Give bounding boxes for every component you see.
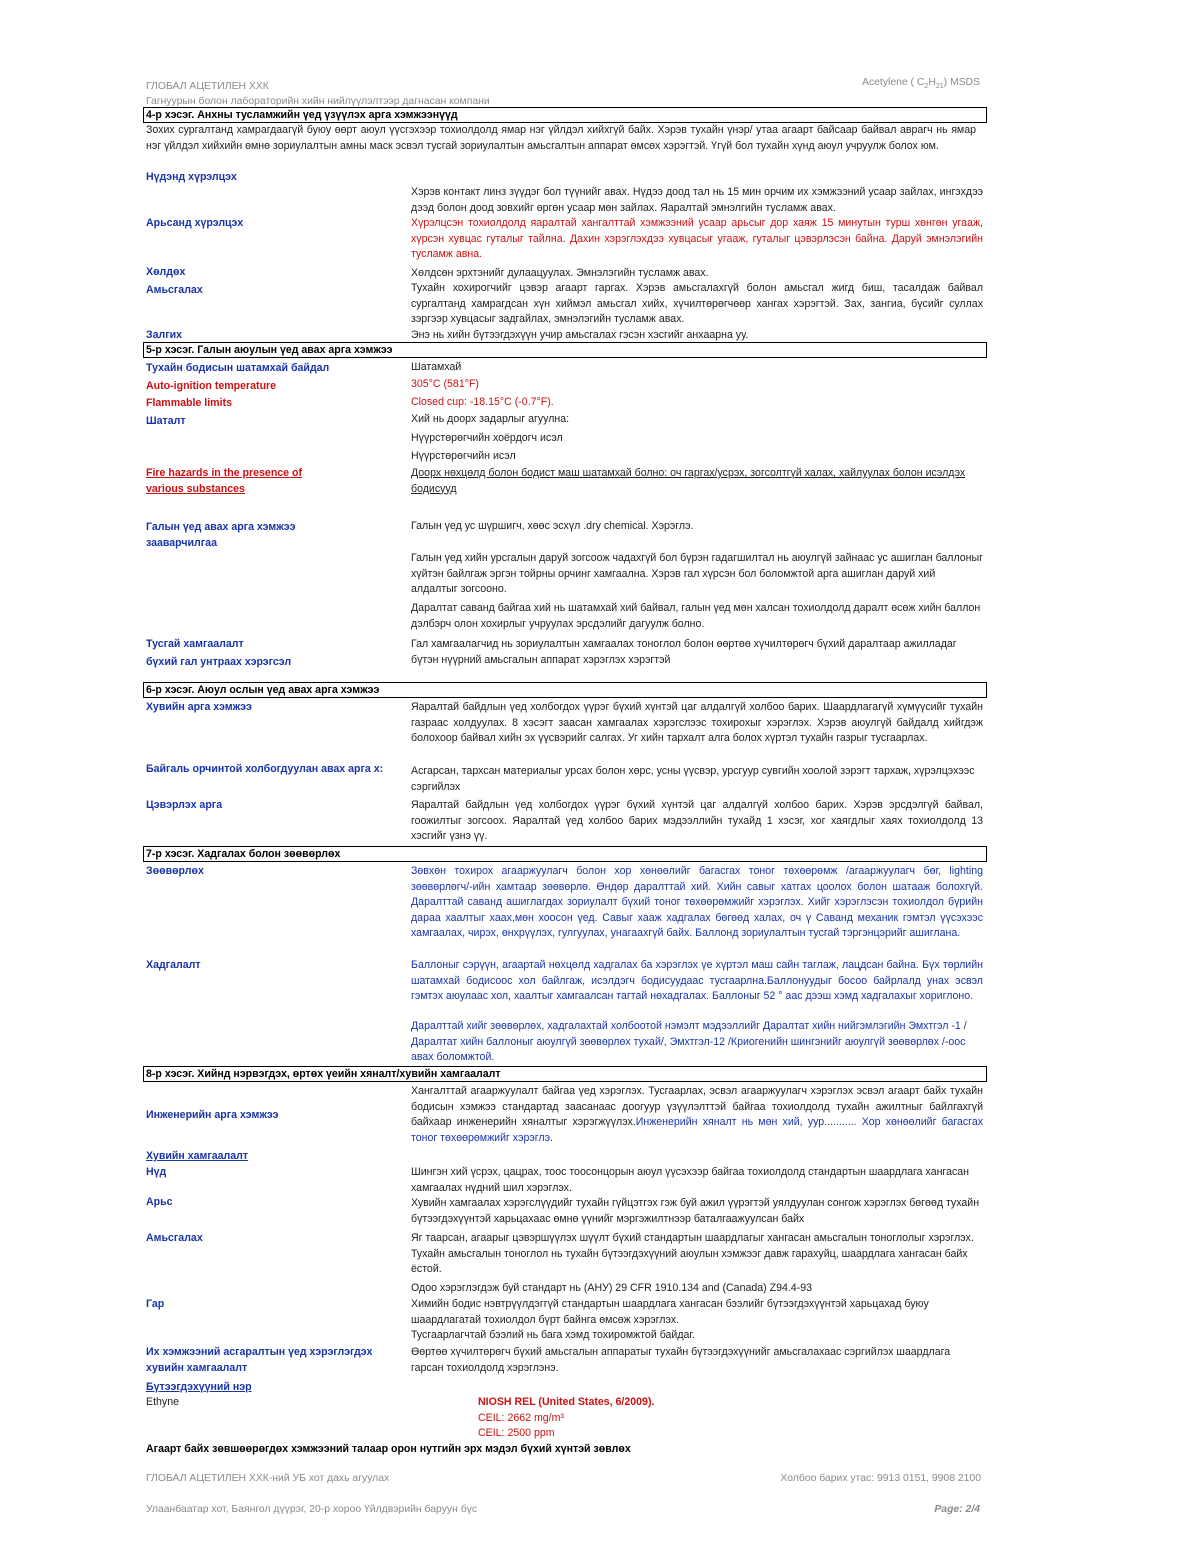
product-name: Ethyne [146,1396,179,1408]
frostbite-label: Хөлдөх [146,266,186,278]
section-4-title: 4-р хэсэг. Анхны тусламжийн үед үзүүлэх арга хэмжээнүүд [143,107,987,123]
company-name: ГЛОБАЛ АЦЕТИЛЕН ХХК [146,81,269,92]
respiratory-value-2: Одоо хэрэглэгдэж буй стандарт нь (АНУ) 29 CFR 1910.134 and (Canada) Z94.4-93 [411,1282,813,1294]
cleanup-label: Цэвэрлэх арга [146,799,223,811]
section-6-title: 6-р хэсэг. Аюул ослын үед авах арга хэмжээ [143,682,987,698]
engineering-value: Хангалттай агааржуулалт байгаа үед хэрэглэх. Тусгаарлах, эсвэл агааржуулагч хэрэглэх эсвэл агаарт байх тухайн бодисын хэмжээ стандартад заасанаас доогуур үзүүлэлттэй байгаа тохиолдолд тухайн ажилтныг байлгахгүй байхаар инженерийн хяналтыг хэрэгжүүлэх.Инженерийн хяналт нь мөн хий, уур........... Хор хөнөөлийг багасгах тоног төхөөрөмжийг хэрэглэ. [411,1085,984,1144]
inhalation-label: Амьсгалах [146,284,203,296]
spill-protection-label: Их хэмжээний асгаралтын үед хэрэглэгдэх хувийн хамгаалалт [146,1346,373,1374]
storage-value-2: Даралттай хийг зөөвөрлөх, хадгалахтай холбоотой нэмэлт мэдээллийг Даралтат хийн нийгэмлэгийн Эмхтгэл -1 /Даралтат хийн баллоныг аюулгүй зөөвөрлөх тухай/, Эмхтгэл-12 /Криогенийн шингэнийг аюулгүй зөөвөрлөх /-оос авах боломжтой. [411,1020,967,1063]
transport-value: Зөвхөн тохирох агааржуулагч болон хор хөнөөлийг багасгах тоног төхөөрөмж /агааржуулагч бөг, lighting зөөвөрлөгч/-ийн хамтаар зөөвөрлө. Өндөр даралттай хий. Хийн савыг хатгах цоолох болон шатааж болохгүй. Даралттай саванд ашиглагдах зориулалт бүхий тоног төхөөрөмжийг хэрэглэх. Хийг хэрэглэсэн тохиолдол бүрийн дараа хаалтыг хаах,мөн хоосон үед. Савыг хааж хадгалах бөгөөд халах, оч ү Саванд механик гэмтэл үүсэхээс хамгаалах, чирэх, өнхрүүлэх, гулгуулах, унагаахгүй байх. Баллонд зориулалтын тусгай тэргэнцэрийг ашиглана. [411,865,983,939]
flammable-limits-value: Closed cup: -18.15°C (-0.7°F). [411,396,554,408]
ceil-mg: CEIL: 2662 mg/m³ [478,1412,564,1424]
firefighting-value-2: Галын үед хийн урсгалын даруй зогсоож чадахгүй бол бүрэн гадагшилтал нь аюулгүй зайнаас ус ашиглан баллоныг хүйтэн байлгаж эргэн тойрны орчинг хамгаална. Хэрэв гал хүрсэн бол боломжтой арга ашиглан даруй хий алдалтыг зогсооно. [411,552,983,595]
ceil-ppm: CEIL: 2500 ppm [478,1427,555,1439]
transport-label: Зөөвөрлөх [146,865,204,877]
combustion-value-2: Нүүрстөрөгчийн хоёрдогч исэл [411,432,563,444]
cleanup-value: Яаралтай байдлын үед холбогдох үүрэг бүхий хүнтэй цаг алдалгүй холбоо барих. Хэрэв эрсдэлгүй байвал, гоожилтыг зогсоох. Яаралтай үед холбоо барих мэдээллийн тухайд 1 хэсэг, хог хаягдлыг хаях тохиолдолд 13 хэсгийг үзнэ үү. [411,799,983,842]
personal-measures-label: Хувийн арга хэмжээ [146,701,252,713]
exposure-advice: Агаарт байх зөвшөөрөгдөх хэмжээний талаар орон нутгийн эрх мэдэл бүхий хүнтэй зөвлөх [146,1443,631,1455]
section-8-title: 8-р хэсэг. Хийнд нэрвэгдэх, өртөх үеийн хяналт/хувийн хамгаалалт [143,1066,987,1082]
section-7-title: 7-р хэсэг. Хадгалах болон зөөвөрлөх [143,846,987,862]
ingestion-label: Залгих [146,329,183,341]
respiratory-label: Амьсгалах [146,1232,203,1244]
environmental-measures-label: Байгаль орчинтой холбогдуулан авах арга х: [146,763,384,775]
section-5-title: 5-р хэсэг. Галын аюулын үед авах арга хэмжээ [143,342,987,358]
combustion-value-3: Нүүрстөрөгчийн исэл [411,450,516,462]
fire-hazards-value: Доорх нөхцөлд болон бодист маш шатамхай болно: оч гаргах/усрэх, зогсолтгүй халах, хайлуулах болон исэлдэх бодисууд [411,467,966,495]
respiratory-value-1: Яг таарсан, агаарыг цэвэршүүлэх шүүлт бүхий стандартын шаардлагыг хангасан амьсгалын тоноглолыг хэрэглэх. Тухайн амьсгалын тоноглол нь тухайн бүтээгдэхүүний аюулын хэмжээг давж гарахуйц, шаардлага хангасан байх ёстой. [411,1232,974,1275]
eye-protection-value: Шингэн хий үсрэх, цацрах, тоос тоосонцорын аюул үүсэхээр байгаа тохиолдолд стандартын шаардлага хангасан хамгаалах нүдний шил хэрэглэх. [411,1166,969,1194]
ingestion-text: Энэ нь хийн бүтээгдэхүүн учир амьсгалах гэсэн хэсгийг анхаарна уу. [411,329,749,341]
product-name-label: Бүтээгдэхүүний нэр [146,1381,252,1393]
inhalation-text: Тухайн хохирогчийг цэвэр агаарт гаргах. Хэрэв амьсгалахгүй болон амьсгал жигд биш, тасалдаж байвал сургалтанд хамрагдсан хүн хиймэл амьсгал хийх, хүчилтөрөгчөөр хангах хэрэгтэй. Зах, зангиа, бүсийг суллах зэргээр хувцасыг задгайлах, эмнэлэгийн тусламж авах. [411,282,983,325]
skin-protection-label: Арьс [146,1196,173,1208]
special-protection-label: Тусгай хамгаалалт бүхий гал унтраах хэрэгсэл [146,638,292,668]
frostbite-text: Хөлдсөн эрхтэнийг дулаацуулах. Эмнэлэгийн тусламж авах. [411,267,709,279]
firefighting-value-1: Галын үед ус шүршигч, хөөс эсхүл .dry chemical. Хэрэглэ. [411,520,694,532]
hand-protection-label: Гар [146,1298,165,1310]
hand-protection-value: Химийн бодис нэвтрүүлдэггүй стандартын шаардлага хангасан бээлийг бүтээгдэхүүнтэй харьцахад буюу шаардлагатай тохиолдол бүрт байнга өмсөж хэрэглэх. [411,1298,929,1326]
flammability-value: Шатамхай [411,361,462,373]
flammable-limits-label: Flammable limits [146,397,232,409]
eye-contact-text: Хэрэв контакт линз зүүдэг бол түүнийг авах. Нүдээ доод тал нь 15 мин орчим их хэмжээний усаар зайлах, ингэхдээ дээд болон доод зовхийг өргөн усаар мөн зайлах. Яаралтай эмнэлгийн тусламж авах. [411,186,983,214]
combustion-label: Шаталт [146,415,186,427]
page-number: Page: 2/4 [934,1504,980,1515]
eye-contact-label: Нүдэнд хүрэлцэх [146,171,237,183]
glove-note: Тусгаарлагчтай бээлий нь бага хэмд тохиромжтой байдаг. [411,1329,695,1341]
auto-ignition-label: Auto-ignition temperature [146,380,277,392]
flammability-label: Тухайн бодисын шатамхай байдал [146,362,330,374]
storage-value-1: Баллоныг сэрүүн, агаартай нөхцөлд хадгалах ба хэрэглэх үе хүртэл маш сайн таглаж, лацдсан байна. Бүх төрлийн шатамхай бодисоос хол байлгаж, исэлдэгч бодисуудаас тусгаарлна.Баллонуудыг босоо байрлалд унах эсвэл гэмтэх аюулаас хол, хаалтыг хамгаалсан тагтай нөхадгалах. Баллоныг 52 ° аас дээш хэмд хадгалахыг хориглоно. [411,959,983,1002]
doc-title: Acetylene ( $C_2H_{21}$) MSDS [862,77,980,91]
engineering-label: Инженерийн арга хэмжээ [146,1109,279,1121]
company-subtitle: Гагнуурын болон лабораторийн хийн нийлүүлэлтээр дагнасан компани [146,96,490,107]
niosh-title: NIOSH REL (United States, 6/2009). [478,1396,655,1408]
spill-protection-value: Өөртөө хүчилтөрөгч бүхий амьсгалын аппаратыг тухайн бүтээгдэхүүнийг амьсгалахаас сэргийлэх шаардлага гарсан тохиолдолд хэрэглэнэ. [411,1346,951,1374]
eye-protection-label: Нүд [146,1166,167,1178]
firefighting-label: Галын үед авах арга хэмжээ зааварчилгаа [146,521,296,549]
special-protection-value: Гал хамгаалагчид нь зориулалтын хамгаалах тоноглол болон өөртөө хүчилтөрөгч бүхий даралтаар ажилладаг бүтэн нүүрний амьсгалын аппарат хэрэглэх хэрэгтэй [411,638,957,666]
fire-hazards-label: Fire hazards in the presence of various substances [146,467,303,495]
ppe-label: Хувийн хамгаалалт [146,1150,249,1162]
footer-warehouse: ГЛОБАЛ АЦЕТИЛЕН ХХК-ний УБ хот дахь агуулах [146,1473,390,1484]
environmental-measures-value: Асгарсан, тархсан материалыг урсах болон хөрс, усны үүсвэр, урсгуур сувгийн хоолой зэрэгт тархаж, хүрэлцэхээс сэргийлэх [411,765,975,793]
footer-phone: Холбоо барих утас: 9913 0151, 9908 2100 [780,1473,981,1484]
firefighting-value-3: Даралтат саванд байгаа хий нь шатамхай хий байвал, галын үед мөн халсан тохиолдолд даралт өсөж хийн баллон дэлбэрч олон хохирлыг учруулах эрсдэлийг дагуулж болно. [411,602,981,630]
combustion-value-1: Хий нь доорх задарлыг агуулна: [411,413,570,425]
personal-measures-value: Яаралтай байдлын үед холбогдох үүрэг бүхий хүнтэй цаг алдалгүй холбоо барих. Шаардлагагүй хүмүүсийг тухайн газраас холдуулах. 8 хэсэгт заасан хамгаалах хэрэгслээс тохирохыг хэрэглэх. Хэрэв аюулгүй байдалд хийгдэж болохоор байвал хийн эх үүсвэрийг салгах. Уг хийн тархалт алга болох хүртэл тухайн газрыг тусгаарлах. [411,701,983,744]
footer-address: Улаанбаатар хот, Баянгол дүүрэг, 20-р хороо Үйлдвэрийн баруун бүс [146,1504,478,1515]
skin-contact-text: Хүрэлцсэн тохиолдолд яаралтай хангалттай хэмжээний усаар арьсыг дор хаяж 15 минутын турш хөнгөн угааж, хүрсэн хувцас гуталыг тайлна. Дахин хэрэглэхдээ хувцасыг угааж, гуталыг цэвэрлэсэн байна. Даруй эмнэлэгийн тусламж авна. [411,217,983,260]
sec4-intro: Зохих сургалтанд хамрагдаагүй буюу өөрт аюул үүсгэхээр тохиолдолд ямар нэг үйлдэл хийхгүй байх. Хэрэв тухайн үнэр/ утаа агаарт байсаар байвал аврагч нь ямар нэг үйлдэл хийхийн өмнө зориулалтын амны маск эсвэл тусгай зориулалтын амьсгалтын аппарат өмсөх хэрэгтэй. Үгүй бол тухайн хүнд аюул учруулж болох юм. [146,124,976,152]
storage-label: Хадгалалт [146,959,201,971]
auto-ignition-value: 305°C (581°F) [411,378,479,390]
skin-contact-label: Арьсанд хүрэлцэх [146,217,244,229]
skin-protection-value: Хувийн хамгаалах хэрэгслүүдийг тухайн гүйцэтгэх гэж буй ажил үүрэгтэй уялдуулан сонгож хэрэглэх бөгөөд тухайн бүтээгдэхүүнтэй харьцахаас өмнө үүнийг мэргэжилтнээр баталгаажуулсан байх [411,1197,980,1225]
